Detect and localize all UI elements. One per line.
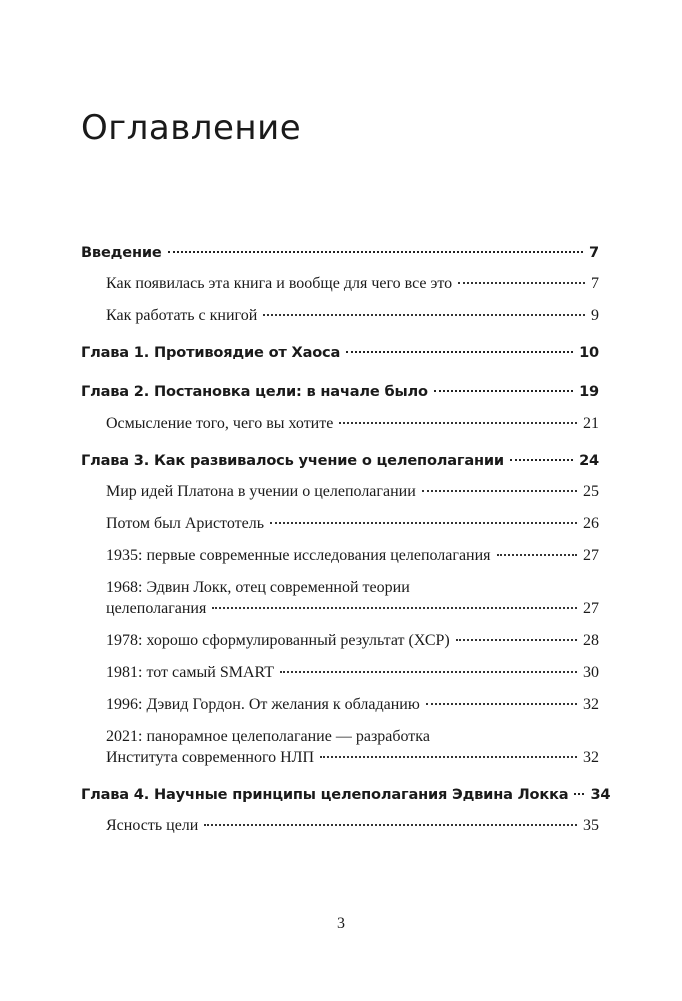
toc-section[interactable] <box>81 547 599 565</box>
dot-leader <box>456 639 577 641</box>
toc-page-number: 30 <box>583 664 599 681</box>
dot-leader <box>458 282 585 284</box>
dot-leader <box>339 422 577 424</box>
toc-label: целеполагания <box>106 600 207 617</box>
toc-label: 1935: первые современные исследования целеполагания <box>106 547 491 564</box>
toc-chapter-2[interactable] <box>81 383 599 400</box>
toc-page-number: 35 <box>583 817 599 834</box>
toc-section-line2 <box>106 749 599 767</box>
dot-leader <box>346 351 573 353</box>
toc-section[interactable] <box>81 632 599 650</box>
toc-page-number: 27 <box>583 600 599 617</box>
toc-section[interactable] <box>81 307 599 325</box>
toc-page-number: 32 <box>583 749 599 766</box>
dot-leader <box>320 756 577 758</box>
toc-section[interactable] <box>81 817 599 835</box>
toc-section[interactable] <box>81 415 599 433</box>
toc-label: 1978: хорошо сформулированный результат (ХСР) <box>106 632 450 649</box>
dot-leader <box>422 490 577 492</box>
toc-label: Мир идей Платона в учении о целеполагании <box>106 483 416 500</box>
toc-page-number: 7 <box>589 244 599 261</box>
toc-label-line1: 1968: Эдвин Локк, отец современной теории <box>106 579 410 596</box>
toc-page-number: 7 <box>591 275 599 292</box>
toc-label-line1: 2021: панорамное целеполагание — разработка <box>106 728 430 745</box>
toc-chapter-1[interactable] <box>81 344 599 361</box>
toc-page-number: 27 <box>583 547 599 564</box>
dot-leader <box>212 607 577 609</box>
toc-label: Глава 2. Постановка цели: в начале было <box>81 383 428 400</box>
toc-page-number: 9 <box>591 307 599 324</box>
toc-page-number: 25 <box>583 483 599 500</box>
dot-leader <box>497 554 577 556</box>
toc-label: Глава 3. Как развивалось учение о целеполагании <box>81 452 504 469</box>
toc-section[interactable] <box>81 664 599 682</box>
toc-page-number: 28 <box>583 632 599 649</box>
dot-leader <box>168 251 583 253</box>
dot-leader <box>280 671 577 673</box>
toc-label: Института современного НЛП <box>106 749 315 766</box>
dot-leader <box>434 390 573 392</box>
toc-section-line2 <box>106 600 599 618</box>
dot-leader <box>270 522 577 524</box>
table-of-contents <box>81 244 611 835</box>
toc-section-multiline[interactable] <box>81 728 599 767</box>
toc-label: Как появилась эта книга и вообще для чего все это <box>106 275 453 292</box>
dot-leader <box>204 824 577 826</box>
dot-leader <box>574 793 584 795</box>
toc-label: Потом был Аристотель <box>106 515 264 532</box>
dot-leader <box>426 703 577 705</box>
toc-label: Ясность цели <box>106 817 199 834</box>
dot-leader <box>510 459 573 461</box>
toc-chapter-introduction[interactable] <box>81 244 599 261</box>
toc-page-number: 10 <box>579 344 599 361</box>
toc-section-multiline[interactable] <box>81 579 599 618</box>
toc-page-number: 19 <box>579 383 599 400</box>
toc-section[interactable] <box>81 696 599 714</box>
toc-page-number: 26 <box>583 515 599 532</box>
toc-section[interactable] <box>81 515 599 533</box>
toc-section[interactable] <box>81 275 599 293</box>
page-title: Оглавление <box>81 108 302 148</box>
toc-page-number: 32 <box>583 696 599 713</box>
toc-label: 1981: тот самый SMART <box>106 664 275 681</box>
toc-label: Введение <box>81 244 162 261</box>
toc-page-number: 21 <box>583 415 599 432</box>
toc-label: Осмысление того, чего вы хотите <box>106 415 334 432</box>
toc-label: Глава 4. Научные принципы целеполагания Эдвина Локка <box>81 786 569 803</box>
toc-chapter-3[interactable] <box>81 452 599 469</box>
toc-section[interactable] <box>81 483 599 501</box>
dot-leader <box>263 314 585 316</box>
toc-page-number: 24 <box>579 452 599 469</box>
toc-chapter-4[interactable] <box>81 786 611 803</box>
page-number: 3 <box>337 915 345 932</box>
toc-label: 1996: Дэвид Гордон. От желания к обладанию <box>106 696 420 713</box>
toc-page-number: 34 <box>590 786 611 803</box>
toc-label: Как работать с книгой <box>106 307 258 324</box>
toc-label: Глава 1. Противоядие от Хаоса <box>81 344 341 361</box>
